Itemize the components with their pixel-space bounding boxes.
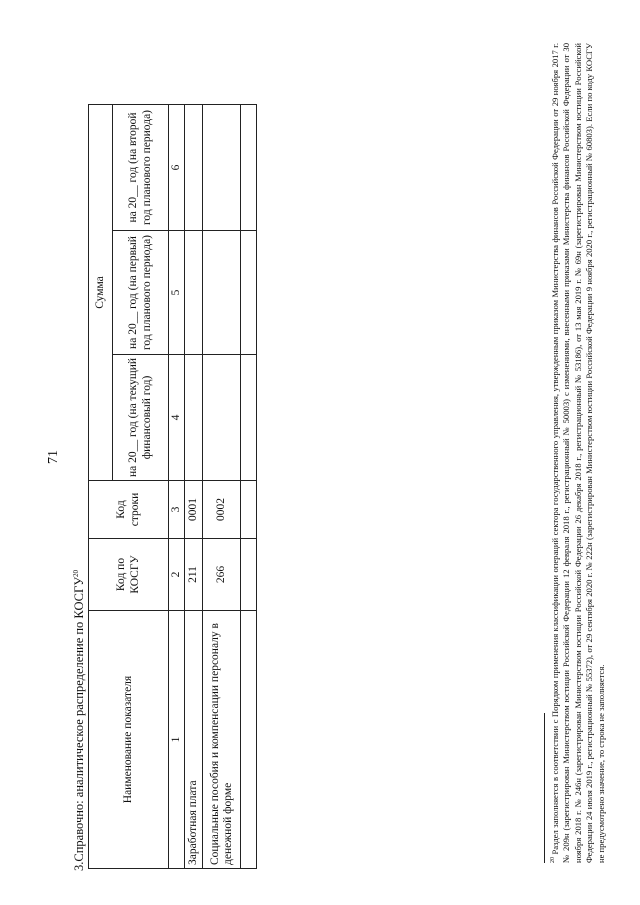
kosgu-table: [88, 104, 257, 869]
empty-row: [241, 104, 257, 868]
header-year-first-plan: на 20__ год (на первый год планового периода): [113, 231, 169, 355]
row-code: 0002: [203, 481, 241, 539]
empty-cell[interactable]: [241, 481, 257, 539]
section-heading: [72, 570, 87, 871]
table-row: [185, 104, 203, 868]
row-value-year2[interactable]: [203, 231, 241, 355]
column-number: 4: [169, 355, 185, 481]
row-value-year1[interactable]: [185, 355, 203, 481]
row-value-year1[interactable]: [203, 355, 241, 481]
row-kosgu: 211: [185, 539, 203, 611]
column-number: 2: [169, 539, 185, 611]
column-number: 6: [169, 104, 185, 230]
header-sum: Сумма: [89, 104, 113, 480]
section-heading-text: 3.Справочно: аналитическое распределение по КОСГУ: [72, 576, 87, 871]
empty-cell[interactable]: [241, 355, 257, 481]
footnote-number: 20: [550, 857, 556, 863]
header-name: Наименование показателя: [89, 611, 169, 869]
footnote-text: Раздел заполняется в соответствии с Порядком применения классификации операций сектора государственного управления, утвержденным приказом Министерства финансов Российской Федерации от 29 ноября 2017 г. № 209н (зарегистрирован Министерством юстиции Российской Федерации 12 февраля 2018 г., регистрационный № 50003) с изменениями, внесенными приказами Министерства финансов Российской Федерации от 30 ноября 2018 г. № 246н (зарегистрирован Министерством юстиции Российской Федерации 26 декабря 2018 г., регистрационный № 53186), от 13 мая 2019 г. № 69н (зарегистрирован Министерством юстиции Российской Федерации 24 июля 2019 г., регистрационный № 55372), от 29 сентября 2020 г. № 222н (зарегистрирован Министерством юстиции Российской Федерации 9 ноября 2020 г., регистрационный № 60803). Если по коду КОСГУ не предусмотрено значение, то строка не заполняется.: [549, 43, 606, 863]
row-name: Заработная плата: [185, 611, 203, 869]
empty-cell[interactable]: [241, 231, 257, 355]
header-row-code: Код строки: [89, 481, 169, 539]
footnote: [548, 43, 607, 863]
column-number: 5: [169, 231, 185, 355]
page-number: 71: [46, 450, 61, 464]
header-year-second-plan: на 20__ год (на второй год планового периода): [113, 104, 169, 230]
header-row: [89, 104, 113, 868]
row-name: Социальные пособия и компенсации персоналу в денежной форме: [203, 611, 241, 869]
row-kosgu: 266: [203, 539, 241, 611]
table-row: [203, 104, 241, 868]
footnote-ref: 20: [72, 569, 80, 577]
column-numbers-row: [169, 104, 185, 868]
header-year-current: на 20__ год (на текущий финансовый год): [113, 355, 169, 481]
empty-cell[interactable]: [241, 611, 257, 869]
header-kosgu: Код по КОСГУ: [89, 539, 169, 611]
column-number: 3: [169, 481, 185, 539]
row-code: 0001: [185, 481, 203, 539]
row-value-year3[interactable]: [203, 104, 241, 230]
column-number: 1: [169, 611, 185, 869]
row-value-year3[interactable]: [185, 104, 203, 230]
empty-cell[interactable]: [241, 104, 257, 230]
empty-cell[interactable]: [241, 539, 257, 611]
row-value-year2[interactable]: [185, 231, 203, 355]
footnote-divider: [544, 713, 545, 863]
